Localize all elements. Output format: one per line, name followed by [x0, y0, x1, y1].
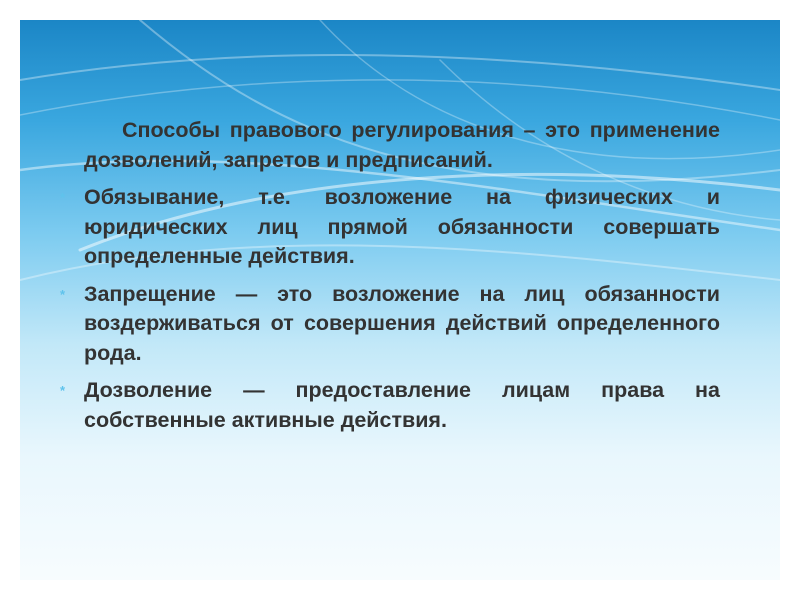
bullet-text: Обязывание, т.е. возложение на физических и юридических лиц прямой обязанности совершать определенные действия. [84, 185, 720, 268]
slide-text-body [60, 116, 720, 443]
bullet-item-prohibition [60, 280, 720, 369]
bullet-item-obligation [60, 183, 720, 272]
asterisk-icon: * [60, 190, 66, 205]
bullet-item-permission [60, 376, 720, 435]
intro-paragraph: Способы правового регулирования – это применение дозволений, запретов и предписаний. [84, 118, 720, 172]
asterisk-icon: * [60, 286, 66, 302]
asterisk-icon: * [60, 383, 66, 398]
bullet-text: Дозволение — предоставление лицам права на собственные активные действия. [84, 378, 720, 432]
bullet-text: Запрещение — это возложение на лиц обязанности воздерживаться от совершения действий определенного рода. [84, 281, 720, 365]
